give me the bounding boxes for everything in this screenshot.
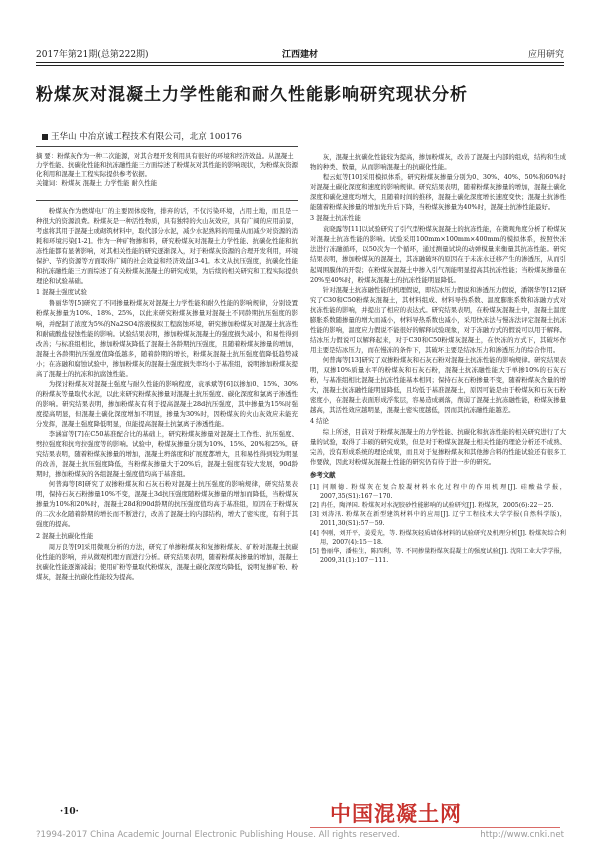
- author-text: 王华山 中冶京诚工程技术有限公司，北京 100176: [51, 132, 242, 142]
- header-rule-thick: [36, 62, 564, 63]
- body-paragraph: 周万良等[9]采用微观分析的方法，研究了单掺粉煤灰和复掺粉煤灰、矿粉对混凝土抗碳化性能的影响，并从微观机理方面进行分析。研究结果表明，随着粉煤灰掺量的增加，混凝土抗碳化性能逐渐减弱；使用矿粉等量取代粉煤灰，混凝土碳化深度均降低，说明复掺矿粉、粉煤灰，混凝土抗碳化性能较为提高。: [36, 542, 299, 581]
- issue-info: 2017年第21期(总第222期): [36, 50, 149, 60]
- section-heading: 1 混凝土强度试验: [36, 288, 87, 297]
- journal-name: 江西建材: [281, 50, 318, 60]
- section-heading: 3 混凝土抗冻性能: [310, 214, 361, 223]
- references: [310, 471, 566, 565]
- copyright-text: ?1994-2017 China Academic Journal Electronic Publishing House. All rights reserved.: [36, 830, 400, 840]
- body-paragraph: 李涵富等[7]在C50基准配合比的基础上，研究粉煤灰掺量对混凝土工作性、抗压强度、劈拉强度和抗弯拉强度等的影响。试验中，粉煤灰掺量分别为10%、15%、20%和25%。研究结果表明，随着粉煤灰掺量的增加，混凝土坍落度和扩展度都增大，且和易性得到较为明显的改善，混凝土抗压强度降低，当粉煤灰掺量大于20%后，混凝土强度有较大发展，90d龄期时，掺加粉煤灰的各组混凝土强度值均高于基准组。: [36, 430, 299, 479]
- right-column: [310, 152, 566, 565]
- body-paragraph: 袁晓露等[11]以试验研究了引气型粉煤灰混凝土的抗冻性能，在微观角度分析了粉煤灰对混凝土抗冻性能的影响。试验采用100mm×100mm×400mm的模拟体系，按照快冻法进行冻融循环，以50次为一个循环，通过测量试块的动弹模量来衡量其抗冻性能。研究结果表明，掺加粉煤灰的混凝土，其冻融破坏的原因在于未冻水迁移产生的渗透压，从而引起周围膜体的开裂；在粉煤灰混凝土中掺入引气剂能明显提高其抗冻性能；当粉煤灰掺量在20%至40%时，粉煤灰混凝土的抗冻性能明显降低。: [310, 225, 566, 284]
- footer-url[interactable]: http://www.cnki.net: [480, 830, 564, 840]
- section-heading: 4 结论: [310, 417, 329, 426]
- header-rule-thin: [36, 65, 564, 66]
- right-column-body: [310, 152, 566, 467]
- body-paragraph: 综上所述，目前对于粉煤灰混凝土的力学性能、抗碳化和抗冻性能的相关研究进行了大量的试验，取得了丰硕的研究成果，但是对于粉煤灰混凝土相关性能的理论分析还不成熟、完善，没有形成系统的理论成果，而且对于复掺粉煤灰和其他掺合料的性能试验还有很多工作要做，因此对粉煤灰混凝土性能的研究仍有待于进一步的研究。: [310, 428, 566, 467]
- square-bullet-icon: [42, 134, 48, 140]
- body-paragraph: 粉煤灰作为燃煤电厂的主要固体废物，排弃的话，不仅污染环境，占用土地，而且是一种很大的资源浪费。粉煤灰是一种活性物质，具有独特的火山灰效应，具有广阔的应用前景，考虑将其用于混凝土或砌筑材料中，取代部分水泥，减少水泥熟料的用量从而减少对资源的消耗和环境污染[1-2]。作为一种矿物掺和料，研究粉煤灰对混凝土力学性能、抗碳化性能和抗冻性能都有显著影响，对其相关性能的研究逐渐深入，对于粉煤灰资源的合理开发利用，环境保护、节约资源等方面取得广阔的社会效益和经济效益[3-4]。本文从抗压强度，抗碳化性能和抗冻融性能三方面综述了有关粉煤灰混凝土的研究成果，为后续的相关研究和工程实际提供理论和试验基础。: [36, 207, 299, 286]
- body-paragraph: 何普海等[13]研究了双掺粉煤灰和石灰石粉对混凝土抗冻性能的影响规律。研究结果表明，双掺10%质量水平的粉煤灰和石灰石粉，混凝土抗冻融性能大于单掺10%的石灰石粉，与基准组相比混凝土抗冻性能基本相同；保持石灰石粉掺量不变，随着粉煤灰含量的增大，混凝土抗冻融性能明显降低，且均低于基准混凝土，原因可能是由于粉煤灰和石灰石粉密度小，在混凝土表面形成浮浆层，容易造成剥落，削弱了混凝土抗冻融性能，粉煤灰掺量越高，其活性效应越明显，混凝土密实度越低，因而其抗冻融性能越差。: [310, 355, 566, 415]
- reference-item: [2] 冉任，陶泽国. 粉煤灰对水泥胶砂性能影响的试验研究[J]. 粉煤灰，2005(6):22－25.: [310, 502, 554, 510]
- abstract-rule-bottom: [36, 200, 298, 201]
- watermark-logo: 中国混凝土网: [330, 802, 462, 826]
- page-number: ·10·: [60, 807, 79, 817]
- body-paragraph: 针对混凝土抗冻融性能的机理假说，即结冰压力假说和渗透压力假说，潘钢华等[12]研究了C30和C50粉煤灰混凝土，其材料组成、材料导热系数、温度膨胀系数和冻融方式对抗冻性能的影响，并提出了相应的表达式。研究结果表明，在粉煤灰混凝土中，混凝土温度膨胀系数随掺量的增大而减小，材料导热系数也减小，采用快冻法与慢冻法评定混凝土抗冻性能的影响，温度应力假说不能很好的解释试验现象，对于冻融方式的假说可以用于解释。结冰压力假说可以解释起来，对于C30和C50粉煤灰混凝土，在快冻的方式下，其破坏作用主要是结冰压力，而在慢冻的条件下，其破坏主要是结冰压力和渗透压力的综合作用。: [310, 285, 566, 354]
- watermark-underline: [310, 827, 560, 828]
- running-header: [36, 47, 564, 61]
- article-title: 粉煤灰对混凝土力学性能和耐久性能影响研究现状分析: [36, 85, 468, 105]
- abstract-text: 摘 要：粉煤灰作为一种二次能源，对其合理开发利用具有很好的环境和经济效益。从混凝土力学性能、抗碳化性能和抗冻融性能三方面综述了粉煤灰对其性能的影响现状，为粉煤灰资源化利用和混凝土工程实际提供参考依据。: [36, 152, 299, 179]
- footer: [36, 830, 564, 840]
- references-heading: 参考文献: [310, 471, 336, 480]
- abstract-rule-top: [36, 146, 298, 147]
- body-paragraph: 灰，混凝土抗碳化性能较为提高，掺加粉煤灰，改善了混凝土内部的组成，结构和生成物的种类、数量，从而影响混凝土的抗碳化性能。: [310, 153, 566, 172]
- reference-list: [310, 483, 566, 566]
- body-paragraph: 何普海等[8]研究了双掺粉煤灰和石灰石粉对混凝土抗压强度的影响规律，研究结果表明，保持石灰石粉掺量10%不变，混凝土3d抗压强度随粉煤灰掺量的增加而降低，当粉煤灰掺量为10%和20%时，混凝土28d和90d龄期的抗压强度值均高于基准组，原因在于粉煤灰的二次水化随着龄期的增长而不断进行，改善了混凝土的内部结构，增大了密实度，有利于其强度的提高。: [36, 480, 299, 529]
- body-paragraph: 鲁丽华等[5]研究了不同掺量粉煤灰对混凝土力学性能和耐久性能的影响规律，分别设置粉煤灰掺量为10%、18%、25%，以此来研究粉煤灰掺量对混凝土不同龄期抗压强度的影响，并配制了浓度为5%的Na2SO4溶液模拟工程腐蚀环境，研究掺加粉煤灰对混凝土抗冻性和耐硫酸盐侵蚀性能的影响。试验结果表明，掺加粉煤灰混凝土的强度损失减小，和易性得到改善；与标准组相比，掺加粉煤灰降低了混凝土各龄期抗压强度，且随着粉煤灰掺量的增加，混凝土各龄期抗压强度值降低越多，随着龄期的增长，粉煤灰混凝土抗压强度值降低趋势减小；在冻融和腐蚀试验中，掺加粉煤灰的混凝土强度损失率均小于基准组，说明掺加粉煤灰提高了混凝土的抗冻和抗腐蚀性能。: [36, 299, 299, 378]
- reference-item: [5] 鲁丽华，潘桂生，陈四利，等. 不同掺量粉煤灰混凝土的强度试验[J]. 沈阳工业大学学报，2009,31(1):107－111.: [310, 548, 566, 565]
- section-heading: 2 混凝土抗碳化性能: [36, 531, 94, 540]
- body-paragraph: 程云虹等[10]采用模拟体系，研究粉煤灰掺量分别为0、30%、40%、50%和60%时对混凝土碳化深度和速度的影响规律。研究结果表明，随着粉煤灰掺量的增加，混凝土碳化深度和碳化速度均增大，且随着时间的推移，混凝土碳化深度增长速度变快；混凝土抗渗性能随着粉煤灰掺量的增加先升后下降，当粉煤灰掺量为40%时，混凝土抗渗性能最好。: [310, 173, 566, 212]
- column-name: 应用研究: [527, 50, 564, 60]
- reference-item: [1] 闫顺德. 粉煤灰在复合胶凝材料水化过程中的作用机理[J]. 硅酸盐学报，2007,35(S1):167－170.: [310, 483, 566, 500]
- abstract-block: [36, 152, 298, 188]
- body-paragraph: 为探讨粉煤灰对混凝土强度与耐久性能的影响程度，袁承斌等[6]以掺加0、15%、30%的粉煤灰等量取代水泥，以此来研究粉煤灰掺量对混凝土抗压强度、碳化深度和氯离子渗透性的影响。研究结果表明，掺加粉煤灰有利于提高混凝土28d抗压强度，其中掺量为15%时强度提高明显，但混凝土碳化深度增加不明显，掺量为30%时，因粉煤灰的火山灰效应未能充分发挥，混凝土强度降低明显，但能提高混凝土抗氯离子渗透性能。: [36, 379, 299, 428]
- author-line: [42, 130, 242, 142]
- keywords-text: 关键词：粉煤灰 混凝土 力学性能 耐久性能: [36, 179, 158, 188]
- reference-item: [3] 刘涛汛. 粉煤灰在新型建筑材料中的应用[J]. 辽宁工程技术大学学报(自然科学版)，2011,30(S1):57－59.: [310, 511, 566, 528]
- reference-item: [4] 李刚，刘开平，姜爱光，等. 粉煤灰轻质墙体材料的试验研究及机理分析[J]. 粉煤灰综合利用，2007(4):15－18.: [310, 529, 566, 546]
- left-column: [36, 206, 298, 582]
